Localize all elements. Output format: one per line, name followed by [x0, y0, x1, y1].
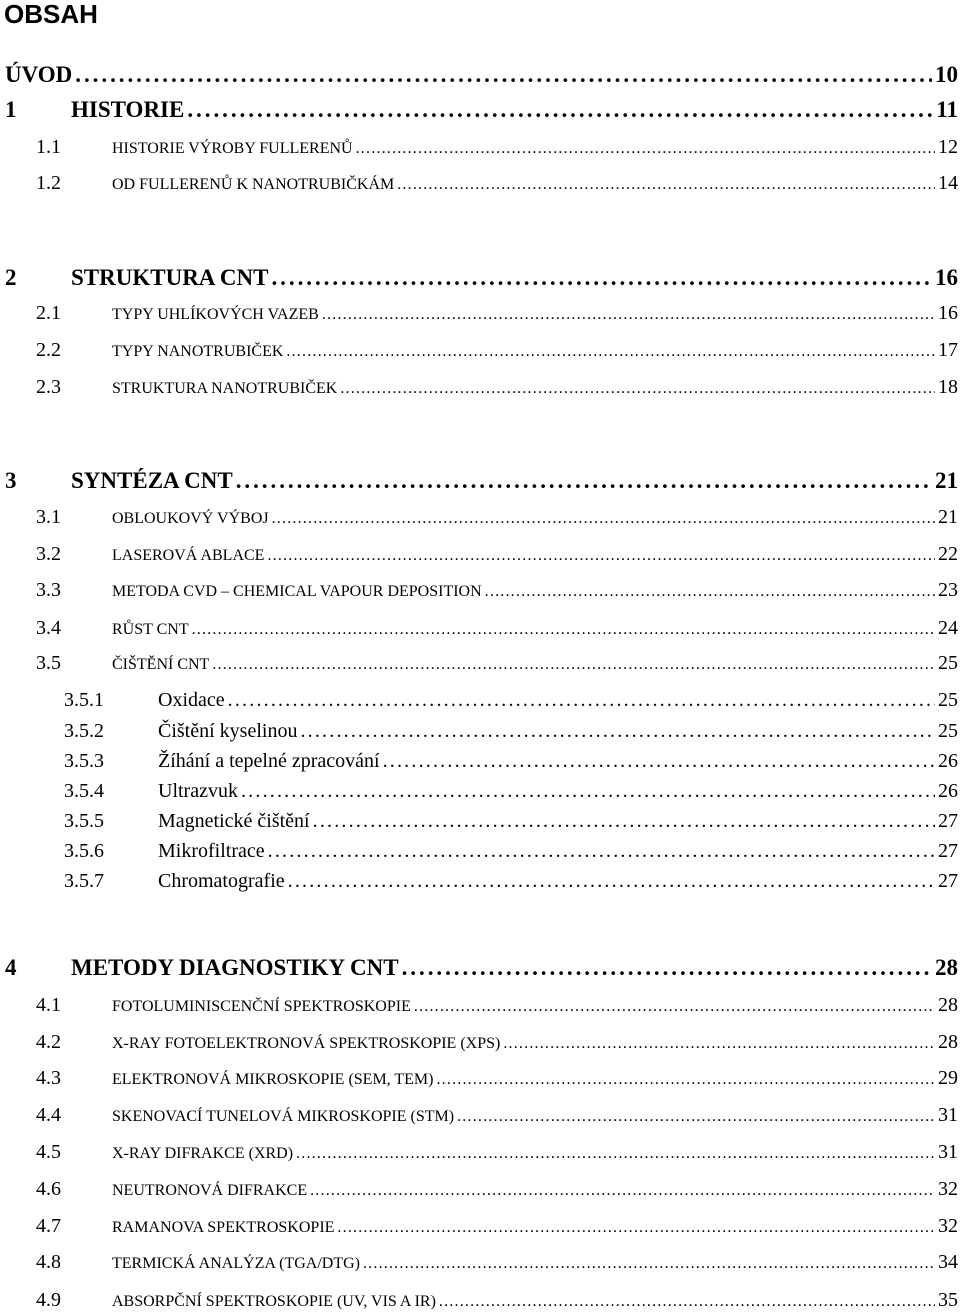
toc-entry-label: Mikrofiltrace	[158, 840, 265, 862]
toc-entry-number: 3.5.7	[64, 870, 104, 892]
toc-leader-dots	[212, 656, 935, 674]
toc-entry-number: 4.1	[36, 994, 61, 1016]
toc-entry-number: 3.2	[36, 543, 61, 565]
toc-entry-label: SKENOVACÍ TUNELOVÁ MIKROSKOPIE (STM)	[112, 1108, 455, 1125]
toc-entry-page: 23	[938, 579, 958, 601]
toc-entry-label: FOTOLUMINISCENČNÍ SPEKTROSKOPIE	[112, 998, 411, 1015]
toc-leader-dots	[322, 306, 935, 324]
toc-entry-page: 22	[938, 543, 958, 565]
toc-leader-dots	[503, 1035, 935, 1053]
toc-entry-label: TYPY UHLÍKOVÝCH VAZEB	[112, 306, 319, 323]
toc-entry-label: Chromatografie	[158, 870, 285, 892]
toc-entry-page: 27	[938, 870, 958, 892]
toc-entry-number: 4.8	[36, 1251, 61, 1273]
toc-entry[interactable]	[0, 810, 958, 833]
toc-entry-page: 21	[935, 468, 958, 493]
toc-entry-number: 2.2	[36, 339, 61, 361]
toc-entry-page: 24	[938, 617, 958, 639]
toc-entry-label: RŮST CNT	[112, 621, 189, 638]
toc-entry-number: 4.6	[36, 1178, 61, 1200]
toc-entry-label: X-RAY DIFRAKCE (XRD)	[112, 1145, 294, 1162]
toc-entry[interactable]	[0, 750, 958, 773]
toc-entry[interactable]	[0, 543, 958, 566]
toc-entry[interactable]	[0, 136, 958, 159]
toc-leader-dots	[272, 510, 935, 528]
toc-entry[interactable]	[0, 1178, 958, 1201]
toc-entry-label: ÚVOD	[5, 62, 73, 87]
toc-entry-label: Oxidace	[158, 689, 225, 711]
toc-entry-page: 11	[936, 97, 958, 122]
toc-entry[interactable]	[0, 1141, 958, 1164]
toc-leader-dots	[267, 547, 935, 565]
toc-leader-dots	[457, 1108, 935, 1126]
toc-entry-label: LASEROVÁ ABLACE	[112, 547, 265, 564]
toc-entry-label: ELEKTRONOVÁ MIKROSKOPIE (SEM, TEM)	[112, 1071, 434, 1088]
toc-leader-dots	[300, 720, 935, 743]
toc-leader-dots	[340, 380, 935, 398]
toc-entry[interactable]	[0, 652, 958, 675]
toc-entry-page: 16	[938, 302, 958, 324]
toc-entry-page: 21	[938, 506, 958, 528]
toc-entry-number: 4.9	[36, 1289, 61, 1311]
toc-entry-number: 4.3	[36, 1067, 61, 1089]
toc-entry-page: 16	[935, 265, 958, 290]
toc-leader-dots	[241, 780, 935, 803]
toc-entry-number: 4.2	[36, 1031, 61, 1053]
toc-entry-label: Čištění kyselinou	[158, 720, 298, 742]
toc-leader-dots	[439, 1293, 935, 1311]
toc-entry-number: 2.1	[36, 302, 61, 324]
toc-entry[interactable]	[0, 506, 958, 529]
toc-leader-dots	[310, 1182, 935, 1200]
toc-leader-dots	[337, 1219, 935, 1237]
toc-leader-dots	[363, 1255, 935, 1273]
toc-entry-page: 12	[938, 136, 958, 158]
toc-entry-label: STRUKTURA CNT	[71, 265, 269, 290]
toc-leader-dots	[313, 810, 935, 833]
toc-entry-page: 25	[938, 720, 958, 742]
toc-entry[interactable]	[0, 172, 958, 195]
toc-entry-page: 28	[938, 1031, 958, 1053]
toc-entry-number: 3.5.2	[64, 720, 104, 742]
toc-entry-page: 25	[938, 689, 958, 711]
toc-entry[interactable]	[0, 1067, 958, 1090]
toc-entry[interactable]	[0, 1289, 958, 1312]
toc-entry[interactable]	[0, 97, 958, 123]
toc-entry-number: 3.4	[36, 617, 61, 639]
toc-entry[interactable]	[0, 579, 958, 602]
toc-entry-page: 25	[938, 652, 958, 674]
toc-entry-label: RAMANOVA SPEKTROSKOPIE	[112, 1219, 335, 1236]
toc-entry-page: 17	[938, 339, 958, 361]
toc-entry-page: 27	[938, 810, 958, 832]
toc-entry-page: 28	[938, 994, 958, 1016]
toc-entry-number: 4	[5, 955, 17, 980]
toc-leader-dots	[228, 689, 935, 712]
toc-entry-number: 3.1	[36, 506, 61, 528]
toc-entry[interactable]	[0, 840, 958, 863]
toc-entry-number: 3.5.5	[64, 810, 104, 832]
toc-entry-page: 31	[938, 1141, 958, 1163]
toc-entry-page: 34	[938, 1251, 958, 1273]
toc-entry-number: 2	[5, 265, 17, 290]
toc-entry-page: 27	[938, 840, 958, 862]
toc-entry[interactable]	[0, 994, 958, 1017]
toc-entry-label: ABSORPČNÍ SPEKTROSKOPIE (UV, VIS A IR)	[112, 1293, 436, 1310]
toc-entry-label: STRUKTURA NANOTRUBIČEK	[112, 380, 338, 397]
toc-entry-number: 1	[5, 97, 17, 122]
toc-entry-number: 3.5.3	[64, 750, 104, 772]
toc-entry[interactable]	[0, 870, 958, 893]
toc-entry[interactable]	[0, 302, 958, 325]
toc-entry-number: 3.5	[36, 652, 61, 674]
toc-entry-number: 4.7	[36, 1215, 61, 1237]
toc-entry[interactable]	[0, 468, 958, 494]
toc-entry-page: 29	[938, 1067, 958, 1089]
toc-entry-page: 14	[938, 172, 958, 194]
toc-entry-label: HISTORIE VÝROBY FULLERENŮ	[112, 140, 353, 157]
toc-entry-number: 3.3	[36, 579, 61, 601]
toc-entry-number: 1.2	[36, 172, 61, 194]
toc-entry-page: 18	[938, 376, 958, 398]
toc-leader-dots	[187, 97, 933, 123]
toc-leader-dots	[286, 343, 935, 361]
toc-entry[interactable]	[0, 720, 958, 743]
toc-leader-dots	[397, 176, 935, 194]
toc-entry-number: 2.3	[36, 376, 61, 398]
toc-entry[interactable]	[0, 955, 958, 981]
toc-entry[interactable]	[0, 1104, 958, 1127]
toc-entry-label: Magnetické čištění	[158, 810, 310, 832]
toc-entry-label: Žíhání a tepelné zpracování	[158, 750, 380, 772]
toc-entry-page: 26	[938, 780, 958, 802]
toc-entry-page: 32	[938, 1215, 958, 1237]
toc-leader-dots	[436, 1071, 935, 1089]
toc-entry[interactable]	[0, 1031, 958, 1054]
toc-entry-label: ČIŠTĚNÍ CNT	[112, 656, 210, 673]
toc-leader-dots	[192, 621, 935, 639]
toc-entry[interactable]	[0, 617, 958, 640]
toc-entry-page: 31	[938, 1104, 958, 1126]
toc-leader-dots	[414, 998, 935, 1016]
toc-leader-dots	[288, 870, 935, 893]
toc-entry-label: NEUTRONOVÁ DIFRAKCE	[112, 1182, 308, 1199]
toc-entry-number: 3.5.1	[64, 689, 104, 711]
toc-entry-label: SYNTÉZA CNT	[71, 468, 233, 493]
toc-entry[interactable]	[0, 265, 958, 291]
toc-entry-number: 3.5.6	[64, 840, 104, 862]
toc-entry-label: METODY DIAGNOSTIKY CNT	[71, 955, 399, 980]
toc-leader-dots	[485, 583, 935, 601]
toc-entry-label: X-RAY FOTOELEKTRONOVÁ SPEKTROSKOPIE (XPS)	[112, 1035, 501, 1052]
toc-entry-page: 28	[935, 955, 958, 980]
toc-leader-dots	[75, 62, 932, 88]
toc-leader-dots	[268, 840, 935, 863]
toc-entry[interactable]	[0, 1215, 958, 1238]
toc-leader-dots	[383, 750, 935, 773]
toc-entry[interactable]	[0, 780, 958, 803]
toc-entry-number: 4.5	[36, 1141, 61, 1163]
toc-entry-label: HISTORIE	[71, 97, 185, 122]
toc-entry-page: 10	[935, 62, 958, 87]
toc-leader-dots	[356, 140, 935, 158]
page-title: OBSAH	[4, 0, 98, 29]
toc-entry[interactable]	[0, 1251, 958, 1274]
toc-entry-page: 26	[938, 750, 958, 772]
toc-entry-number: 3	[5, 468, 17, 493]
toc-entry-page: 32	[938, 1178, 958, 1200]
toc-entry-label: TERMICKÁ ANALÝZA (TGA/DTG)	[112, 1255, 360, 1272]
toc-entry-number: 3.5.4	[64, 780, 104, 802]
toc-entry[interactable]	[0, 376, 958, 399]
toc-entry-label: Ultrazvuk	[158, 780, 238, 802]
toc-leader-dots	[402, 955, 932, 981]
toc-entry-label: OD FULLERENŮ K NANOTRUBIČKÁM	[112, 176, 395, 193]
toc-leader-dots	[271, 265, 932, 291]
toc-entry-label: OBLOUKOVÝ VÝBOJ	[112, 510, 269, 527]
toc-entry-number: 4.4	[36, 1104, 61, 1126]
toc-entry[interactable]	[0, 339, 958, 362]
toc-entry-label: METODA CVD – CHEMICAL VAPOUR DEPOSITION	[112, 583, 482, 600]
toc-entry[interactable]	[0, 689, 958, 712]
toc-entry-page: 35	[938, 1289, 958, 1311]
toc-leader-dots	[296, 1145, 935, 1163]
toc-leader-dots	[236, 468, 932, 494]
toc-entry[interactable]	[0, 62, 958, 88]
toc-entry-label: TYPY NANOTRUBIČEK	[112, 343, 284, 360]
toc-entry-number: 1.1	[36, 136, 61, 158]
